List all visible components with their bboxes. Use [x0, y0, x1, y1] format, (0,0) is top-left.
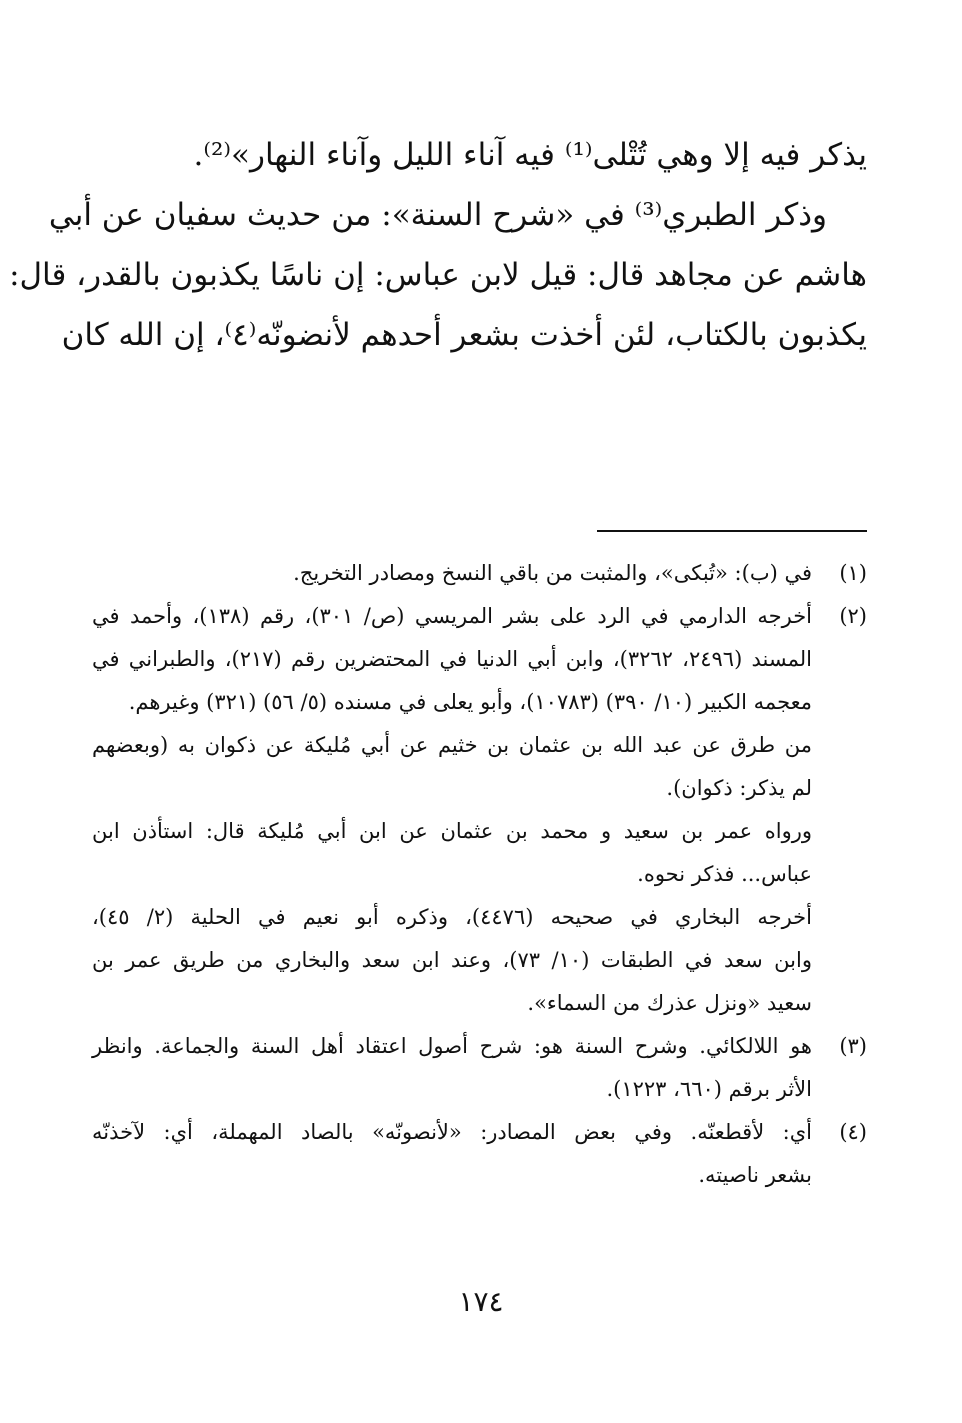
main-text-line: وذكر الطبري⁽³⁾ في «شرح السنة»: من حديث سفيان عن أبي	[48, 197, 827, 233]
footnote-2	[92, 595, 867, 1025]
footnote-line: الأثر برقم (٦٦٠، ١٢٢٣).	[606, 1077, 812, 1101]
footnote-line: سعيد «ونزل عذرك من السماء».	[527, 991, 812, 1015]
footnote-1	[92, 552, 867, 595]
main-text-block	[9, 125, 867, 365]
main-text-line: يذكر فيه إلا وهي تُتْلى⁽¹⁾ فيه آناء الليل وآناء النهار»⁽²⁾.	[193, 137, 867, 173]
footnote-separator-rule	[597, 530, 867, 532]
footnote-line: عباس... فذكر نحوه.	[637, 862, 812, 886]
footnote-line: في (ب): «تُبكى»، والمثبت من باقي النسخ ومصادر التخريج.	[293, 561, 812, 585]
footnote-line: المسند (٢٤٩٦، ٣٢٦٢)، وابن أبي الدنيا في المحتضرين رقم (٢١٧)، والطبراني في	[92, 647, 812, 671]
footnote-4	[92, 1111, 867, 1197]
page-number: ١٧٤	[458, 1285, 504, 1318]
footnote-number: (١)	[839, 561, 867, 585]
footnote-line: بشعر ناصيته.	[698, 1163, 812, 1187]
footnote-line: معجمه الكبير (١٠/ ٣٩٠) (١٠٧٨٣)، وأبو يعلى في مسنده (٥/ ٥٦) (٣٢١) وغيرهم.	[128, 690, 812, 714]
footnote-line: هو اللالكائي. وشرح السنة هو: شرح أصول اعتقاد أهل السنة والجماعة. وانظر	[92, 1034, 812, 1058]
footnote-number: (٢)	[839, 604, 867, 628]
footnote-line: من طرق عن عبد الله بن عثمان بن خثيم عن أبي مُليكة عن ذكوان به (وبعضهم	[92, 733, 812, 757]
footnotes-block	[92, 552, 867, 1197]
footnote-body	[92, 595, 812, 1025]
footnote-line: وابن سعد في الطبقات (١٠/ ٧٣)، وعند ابن سعد والبخاري من طريق عمر بن	[92, 948, 812, 972]
main-text-line: يكذبون بالكتاب، لئن أخذت بشعر أحدهم لأنضونّه⁽٤⁾، إن الله كان	[61, 317, 867, 353]
footnote-line: لم يذكر: ذكوان).	[666, 776, 812, 800]
footnote-body	[92, 1025, 812, 1111]
footnote-3	[92, 1025, 867, 1111]
footnote-line: ورواه عمر بن سعيد و محمد بن عثمان عن ابن أبي مُليكة قال: استأذن ابن	[92, 819, 812, 843]
footnote-line: أخرجه البخاري في صحيحه (٤٤٧٦)، وذكره أبو نعيم في الحلية (٢/ ٤٥)،	[92, 905, 812, 929]
footnote-body	[92, 1111, 812, 1197]
footnote-line: أي: لأقطعنّه. وفي بعض المصادر: «لأنصونّه» بالصاد المهملة، أي: لآخذنّه	[92, 1120, 812, 1144]
footnote-body	[92, 552, 812, 595]
footnote-number: (٣)	[839, 1034, 867, 1058]
main-text-line: هاشم عن مجاهد قال: قيل لابن عباس: إن ناسًا يكذبون بالقدر، قال:	[9, 257, 867, 293]
footnote-number: (٤)	[839, 1120, 867, 1144]
footnote-line: أخرجه الدارمي في الرد على بشر المريسي (ص/ ٣٠١)، رقم (١٣٨)، وأحمد في	[92, 604, 813, 628]
